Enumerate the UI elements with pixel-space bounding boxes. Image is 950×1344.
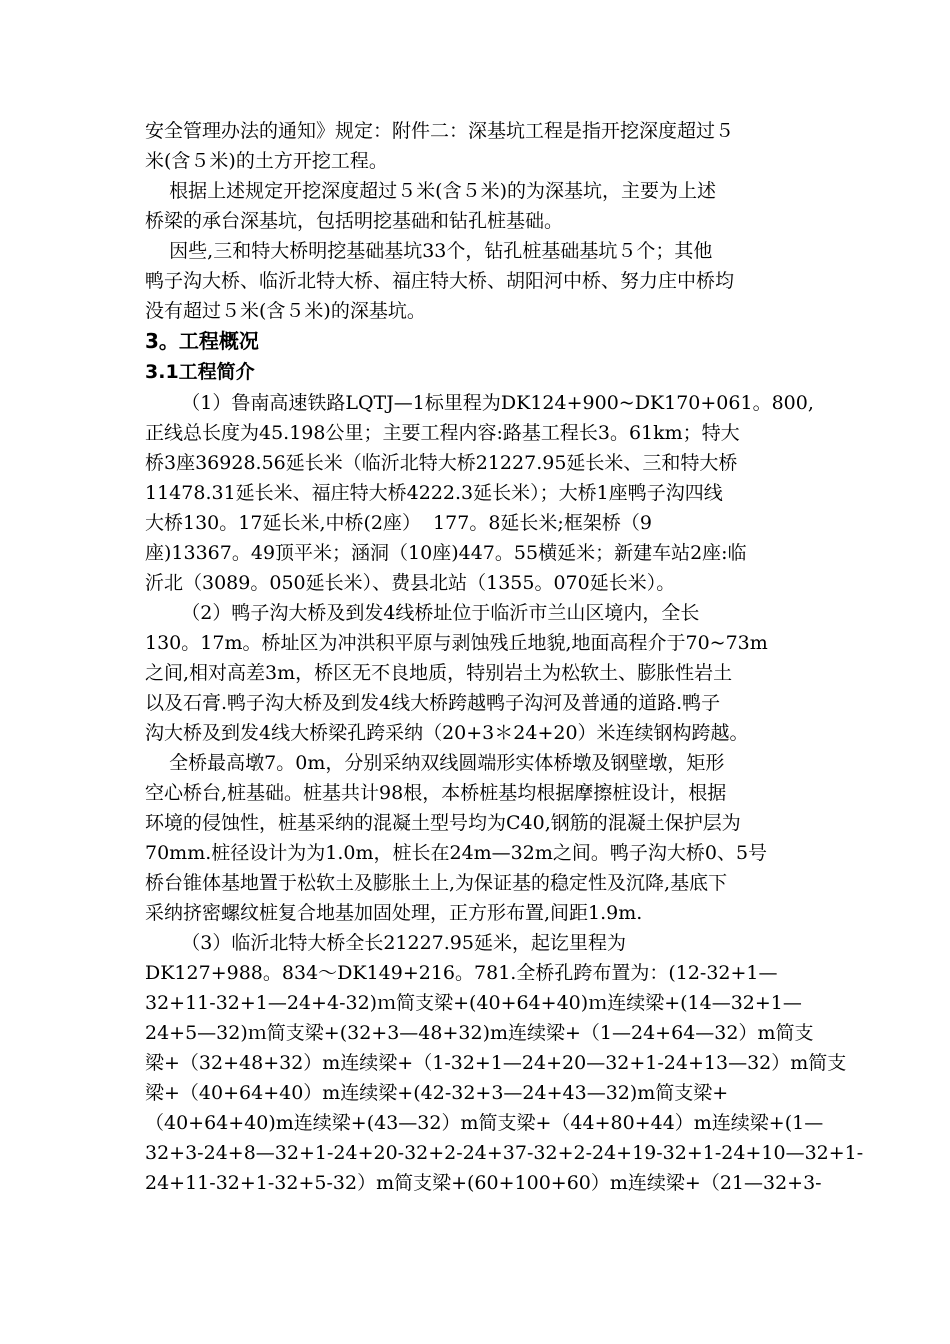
body-line: DK127+988。834～DK149+216。781.全桥孔跨布置为：(12-32+1—: [145, 962, 778, 984]
intro-line: 桥梁的承台深基坑，包括明挖基础和钻孔桩基础。: [145, 210, 564, 232]
body-line: 11478.31延长米、福庄特大桥4222.3延长米）；大桥1座鸭子沟四线: [145, 482, 723, 504]
body-line: 沂北（3089。050延长米）、费县北站（1355。070延长米）。: [145, 572, 676, 594]
body-line: 24+11-32+1-32+5-32）m简支梁+(60+100+60）m连续梁+（21—32+3-: [145, 1172, 822, 1194]
body-line: 130。17m。桥址区为冲洪积平原与剥蚀残丘地貌,地面高程介于70~73m: [145, 632, 768, 654]
intro-line: 米(含５米)的土方开挖工程。: [145, 150, 388, 172]
body-line: 空心桥台,桩基础。桩基共计98根，本桥桩基均根据摩擦桩设计，根据: [145, 782, 727, 804]
body-line: 桥3座36928.56延长米（临沂北特大桥21227.95延长米、三和特大桥: [145, 452, 738, 474]
body-line: 70mm.桩径设计为为1.0m，桩长在24m—32m之间。鸭子沟大桥0、5号: [145, 842, 768, 864]
body-line: 全桥最高墩7。0m，分别采纳双线圆端形实体桥墩及钢壁墩，矩形: [145, 752, 725, 774]
subsection-heading: 3.1工程简介: [145, 361, 255, 383]
body-line: 采纳挤密螺纹桩复合地基加固处理，正方形布置,间距1.9m.: [145, 902, 643, 924]
body-line: 座)13367。49顶平米；涵洞（10座)447。55横延米；新建车站2座:临: [145, 542, 747, 564]
section-heading: 3。工程概况: [145, 329, 259, 353]
intro-line: 鸭子沟大桥、临沂北特大桥、福庄特大桥、胡阳河中桥、努力庄中桥均: [145, 270, 735, 292]
body-line: 梁+（32+48+32）m连续梁+（1-32+1—24+20—32+1-24+13—32）m简支: [145, 1052, 847, 1074]
body-line: 之间,相对高差3m，桥区无不良地质，特别岩土为松软土、膨胀性岩土: [145, 662, 733, 684]
body-line: 正线总长度为45.198公里；主要工程内容:路基工程长3。61km；特大: [145, 422, 740, 444]
intro-line: 安全管理办法的通知》规定：附件二：深基坑工程是指开挖深度超过５: [145, 120, 735, 142]
intro-line: 因些,三和特大桥明挖基础基坑33个，钻孔桩基础基坑５个；其他: [145, 240, 713, 262]
body-line: 大桥130。17延长米,中桥(2座） 177。8延长米;框架桥（9: [145, 512, 652, 534]
body-line: 沟大桥及到发4线大桥梁孔跨采纳（20+3＊24+20）米连续钢构跨越。: [145, 722, 749, 744]
intro-line: 根据上述规定开挖深度超过５米(含５米)的为深基坑，主要为上述: [145, 180, 716, 202]
body-line: （1）鲁南高速铁路LQTJ—1标里程为DK124+900~DK170+061。800,: [145, 392, 814, 414]
body-line: （3）临沂北特大桥全长21227.95延米，起讫里程为: [145, 932, 626, 954]
body-line: 32+11-32+1—24+4-32)ｍ简支梁+(40+64+40)ｍ连续梁+(14—32+1—: [145, 992, 802, 1014]
intro-line: 没有超过５米(含５米)的深基坑。: [145, 300, 426, 322]
body-line: 环境的侵蚀性，桩基采纳的混凝土型号均为C40,钢筋的混凝土保护层为: [145, 812, 741, 834]
body-line: 梁+（40+64+40）m连续梁+(42-32+3—24+43—32)m简支梁+: [145, 1082, 729, 1104]
document-body: [145, 116, 864, 1198]
body-line: 24+5—32)ｍ简支梁+(32+3—48+32)m连续梁+（1—24+64—32）m简支: [145, 1022, 814, 1044]
body-line: 32+3-24+8—32+1-24+20-32+2-24+37-32+2-24+19-32+1-24+10—32+1-: [145, 1142, 864, 1164]
body-line: 桥台锥体基地置于松软土及膨胀土上,为保证基的稳定性及沉降,基底下: [145, 872, 728, 894]
body-line: （2）鸭子沟大桥及到发4线桥址位于临沂市兰山区境内，全长: [145, 602, 700, 624]
body-line: 以及石膏.鸭子沟大桥及到发4线大桥跨越鸭子沟河及普通的道路.鸭子: [145, 692, 721, 714]
body-line: （40+64+40)m连续梁+(43—32）m简支梁+（44+80+44）m连续梁+(1—: [145, 1112, 824, 1134]
